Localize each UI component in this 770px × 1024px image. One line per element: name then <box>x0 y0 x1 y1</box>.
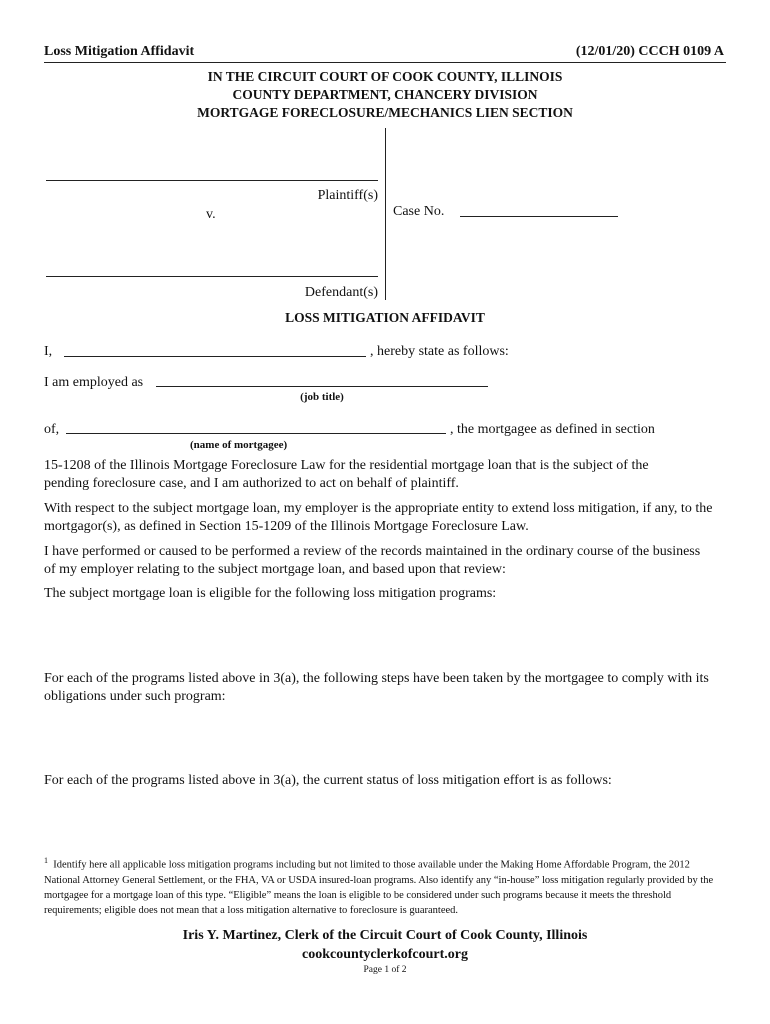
of-suffix: , the mortgagee as defined in section <box>450 422 655 437</box>
defendant-label: Defendant(s) <box>304 285 378 300</box>
versus-label: v. <box>206 207 216 222</box>
case-no-label: Case No. <box>393 204 445 219</box>
mortgagee-caption: (name of mortgagee) <box>190 439 288 451</box>
employed-prefix: I am employed as <box>44 375 144 390</box>
paragraph-2: With respect to the subject mortgage loan, my employer is the appropriate entity to extend loss mitigation, if any, to the mortgagor(s), as defined in Section 15-1209 of the Illinois Mortgage Foreclosure Law. <box>44 501 713 534</box>
court-line-1: IN THE CIRCUIT COURT OF COOK COUNTY, ILLINOIS <box>207 69 563 84</box>
footnote <box>44 853 728 918</box>
form-name: Loss Mitigation Affidavit <box>44 44 195 59</box>
clerk-name: Iris Y. Martinez, Clerk of the Circuit Court of Cook County, Illinois <box>182 928 588 943</box>
i-prefix: I, <box>44 344 53 359</box>
affidavit-title: LOSS MITIGATION AFFIDAVIT <box>285 310 485 325</box>
mortgagee-field[interactable] <box>66 433 446 434</box>
form-code: (12/01/20) CCCH 0109 A <box>575 44 724 59</box>
clerk-website[interactable]: cookcountyclerkofcourt.org <box>301 947 469 962</box>
plaintiff-line[interactable] <box>46 180 378 181</box>
plaintiff-label: Plaintiff(s) <box>317 188 378 203</box>
footnote-marker: 1 <box>44 856 48 865</box>
job-title-caption: (job title) <box>300 391 344 403</box>
paragraph-steps-taken: For each of the programs listed above in 3(a), the following steps have been taken by the mortgagee to comply with its obligations under such program: <box>44 671 709 704</box>
header-rule <box>44 62 726 63</box>
job-title-field[interactable] <box>156 386 488 387</box>
paragraph-3: I have performed or caused to be performed a review of the records maintained in the ordinary course of the business of my employer relating to the subject mortgage loan, and based upon that review: <box>44 544 701 577</box>
court-line-2: COUNTY DEPARTMENT, CHANCERY DIVISION <box>232 87 538 102</box>
caption-divider <box>385 128 386 300</box>
paragraph-current-status: For each of the programs listed above in 3(a), the current status of loss mitigation effort is as follows: <box>44 773 612 788</box>
case-no-field[interactable] <box>460 216 618 217</box>
court-heading <box>44 68 726 122</box>
paragraph-eligible-programs: The subject mortgage loan is eligible for the following loss mitigation programs: <box>44 586 497 601</box>
page-number: Page 1 of 2 <box>363 965 407 975</box>
i-suffix: , hereby state as follows: <box>370 344 509 359</box>
of-prefix: of, <box>44 422 60 437</box>
defendant-line[interactable] <box>46 276 378 277</box>
footnote-text: Identify here all applicable loss mitigation programs including but not limited to those available under the Making Home Affordable Program, the 2012 National Attorney General Settlement, or the FHA, VA or USDA insured-loan programs. Also identify any “in-house” loss mitigation regularly provided by the mortgagee for a mortgage loan of this type. “Eligible” means the loan is eligible to be considered under such programs because it meets the threshold requirements; eligible does not mean that a loss mitigation alternative to foreclosure is guaranteed. <box>44 859 714 916</box>
paragraph-1: 15-1208 of the Illinois Mortgage Foreclosure Law for the residential mortgage loan that is the subject of the pending foreclosure case, and I am authorized to act on behalf of plaintiff. <box>44 458 649 491</box>
affiant-name-field[interactable] <box>64 356 366 357</box>
court-line-3: MORTGAGE FORECLOSURE/MECHANICS LIEN SECTION <box>197 105 573 120</box>
